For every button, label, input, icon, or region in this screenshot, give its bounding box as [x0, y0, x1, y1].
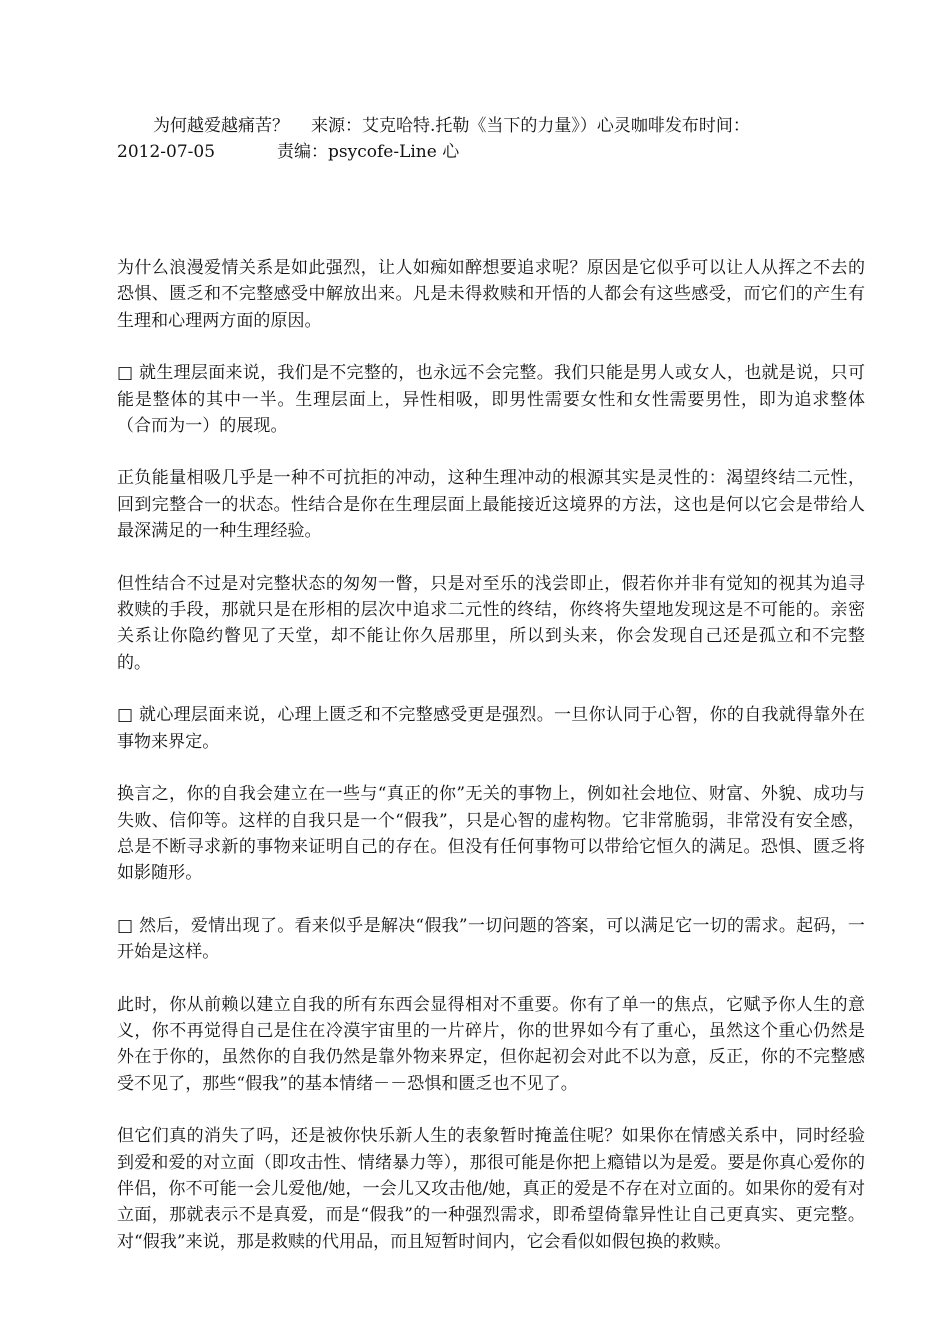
paragraph: □ 然后，爱情出现了。看来似乎是解决“假我”一切问题的答案，可以满足它一切的需求。起码，一开始是这样。 — [117, 915, 865, 963]
paragraph: 此时，你从前赖以建立自我的所有东西会显得相对不重要。你有了单一的焦点，它赋予你人生的意义，你不再觉得自己是住在冷漠宇宙里的一片碎片，你的世界如今有了重心，虽然这个重心仍然是外在于你的，虽然你的自我仍然是靠外物来界定，但你起初会对此不以为意，反正，你的不完整感受不见了，那些“假我”的基本情绪－－恐惧和匮乏也不见了。 — [117, 994, 865, 1094]
article-header — [117, 113, 865, 165]
publish-date: 2012-07-05 — [117, 142, 216, 162]
article-title: 为何越爱越痛苦？ — [153, 116, 289, 136]
article-source: 来源：艾克哈特.托勒《当下的力量》）心灵咖啡发布时间： — [311, 116, 750, 136]
paragraph: □ 就生理层面来说，我们是不完整的，也永远不会完整。我们只能是男人或女人，也就是说，只可能是整体的其中一半。生理层面上，异性相吸，即男性需要女性和女性需要男性，即为追求整体（合而为一）的展现。 — [117, 363, 865, 437]
document-page — [117, 113, 865, 1281]
article-editor: 责编：psycofe-Line 心 — [277, 142, 460, 162]
paragraph: 正负能量相吸几乎是一种不可抗拒的冲动，这种生理冲动的根源其实是灵性的：渴望终结二元性，回到完整合一的状态。性结合是你在生理层面上最能接近这境界的方法，这也是何以它会是带给人最深满足的一种生理经验。 — [117, 468, 865, 542]
paragraph: 但性结合不过是对完整状态的匆匆一瞥，只是对至乐的浅尝即止，假若你并非有觉知的视其为追寻救赎的手段，那就只是在形相的层次中追求二元性的终结，你终将失望地发现这是不可能的。亲密关系让你隐约瞥见了天堂，却不能让你久居那里，所以到头来，你会发现自己还是孤立和不完整的。 — [117, 573, 865, 673]
paragraph: □ 就心理层面来说，心理上匮乏和不完整感受更是强烈。一旦你认同于心智，你的自我就得靠外在事物来界定。 — [117, 705, 865, 752]
paragraph: 换言之，你的自我会建立在一些与“真正的你”无关的事物上，例如社会地位、财富、外貌、成功与失败、信仰等。这样的自我只是一个“假我”，只是心智的虚构物。它非常脆弱，非常没有安全感，总是不断寻求新的事物来证明自己的存在。但没有任何事物可以带给它恒久的满足。恐惧、匮乏将如影随形。 — [117, 784, 865, 884]
article-body — [117, 255, 865, 1255]
paragraph: 但它们真的消失了吗，还是被你快乐新人生的表象暂时掩盖住呢？如果你在情感关系中，同时经验到爱和爱的对立面（即攻击性、情绪暴力等），那很可能是你把上瘾错以为是爱。要是你真心爱你的伴侣，你不可能一会儿爱他/她，一会儿又攻击他/她，真正的爱是不存在对立面的。如果你的爱有对立面，那就表示不是真爱，而是“假我”的一种强烈需求，即希望倚靠异性让自己更真实、更完整。对“假我”来说，那是救赎的代用品，而且短暂时间内，它会看似如假包换的救赎。 — [117, 1126, 865, 1252]
paragraph: 为什么浪漫爱情关系是如此强烈，让人如痴如醉想要追求呢？原因是它似乎可以让人从挥之不去的恐惧、匮乏和不完整感受中解放出来。凡是未得救赎和开悟的人都会有这些感受，而它们的产生有生理和心理两方面的原因。 — [117, 258, 865, 331]
